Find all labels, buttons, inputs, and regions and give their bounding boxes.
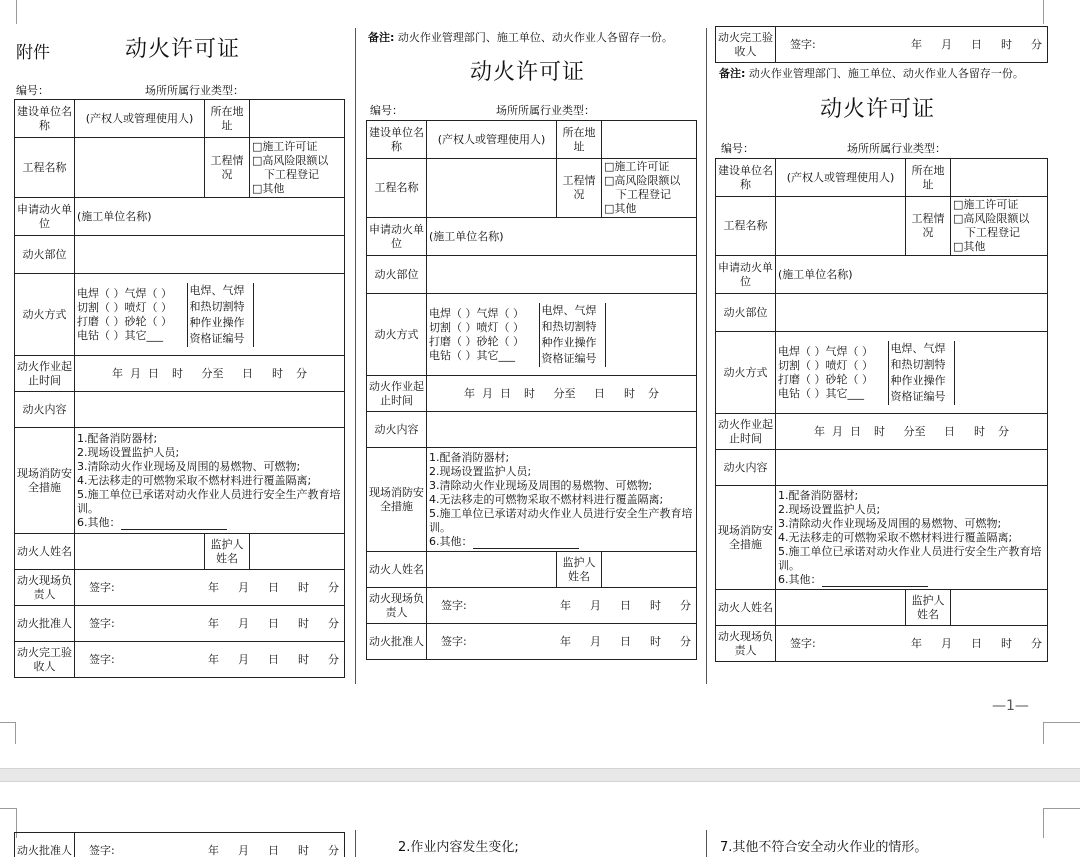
method-cutting[interactable]: 切割（ ）喷灯（ ） — [77, 300, 172, 314]
page2-col3-text: 7.其他不符合安全动火作业的情形。 — [720, 840, 928, 855]
period-field[interactable]: 年 月 日 时 分至 日 时 分 — [75, 356, 345, 392]
measure-6: 6.其他： — [778, 572, 822, 586]
guardian-field[interactable] — [250, 534, 345, 570]
document-page-2 — [0, 782, 1080, 857]
checkbox-construction-permit[interactable]: □施工许可证 — [252, 139, 318, 153]
column-divider-2 — [706, 830, 707, 857]
site-lead-sign[interactable]: 签字: 年 月 日 时 分 — [776, 626, 1048, 662]
column-divider-1 — [355, 830, 356, 857]
project-field[interactable] — [776, 197, 906, 256]
measures-list — [75, 428, 345, 534]
checkbox-construction-permit[interactable]: □施工许可证 — [604, 160, 670, 173]
measure-6: 6.其他： — [77, 515, 121, 529]
measure-6-blank[interactable] — [121, 529, 227, 530]
content-label: 动火内容 — [367, 412, 427, 448]
approver-sign[interactable]: 签字: 年 月 日 时 分 — [427, 624, 697, 660]
address-field[interactable] — [602, 121, 697, 159]
content-field[interactable] — [776, 450, 1048, 486]
checkbox-other[interactable]: □其他 — [953, 240, 986, 253]
checkbox-high-risk[interactable]: □高风险限额以 — [252, 153, 329, 167]
acceptor-label: 动火完工验收人 — [15, 642, 75, 678]
measures-list — [427, 448, 697, 552]
crop-mark-top-left — [0, 808, 16, 809]
measures-label: 现场消防安全措施 — [716, 486, 776, 590]
attachment-label: 附件 — [16, 43, 50, 63]
period-field[interactable]: 年 月 日 时 分至 日 时 分 — [427, 376, 697, 412]
measure-3: 3.清除动火作业现场及周围的易燃物、可燃物; — [429, 478, 653, 492]
crop-mark-top-right — [1043, 808, 1080, 809]
permit-column-3 — [707, 0, 1080, 720]
unit-label: 建设单位名称 — [15, 100, 75, 138]
acceptor-sign[interactable]: 签字: 年 月 日 时 分 — [776, 27, 1048, 63]
measure-4: 4.无法移走的可燃物采取不燃材料进行覆盖隔离; — [778, 530, 1013, 544]
permit-table-1 — [14, 99, 345, 678]
content-label: 动火内容 — [15, 392, 75, 428]
site-lead-label: 动火现场负责人 — [367, 588, 427, 624]
unit-label: 建设单位名称 — [367, 121, 427, 159]
applicant-hint[interactable]: (施工单位名称) — [75, 198, 345, 236]
method-drilling[interactable]: 电钻（ ）其它___ — [778, 386, 864, 400]
method-options[interactable] — [776, 341, 888, 405]
measure-6: 6.其他： — [429, 534, 473, 548]
approver-label: 动火批准人 — [367, 624, 427, 660]
checkbox-other[interactable]: □其他 — [604, 202, 637, 215]
crop-mark-bottom-left — [0, 722, 16, 744]
worker-field[interactable] — [776, 590, 906, 626]
cert-label: 电焊、气焊和热切割特种作业操作资格证编号 — [539, 303, 605, 367]
project-status-label: 工程情况 — [906, 197, 951, 256]
cert-label: 电焊、气焊和热切割特种作业操作资格证编号 — [187, 283, 253, 347]
approver-label: 动火批准人 — [15, 606, 75, 642]
project-status-label: 工程情况 — [557, 159, 602, 218]
industry-type-label: 场所所属行业类型： — [847, 142, 946, 155]
project-status-label: 工程情况 — [205, 138, 250, 198]
cert-field[interactable] — [954, 341, 1047, 405]
project-field[interactable] — [427, 159, 557, 218]
retention-note: 备注: 动火作业管理部门、施工单位、动火作业人各留存一份。 — [368, 31, 673, 44]
address-field[interactable] — [951, 159, 1048, 197]
method-welding[interactable]: 电焊（ ）气焊（ ） — [778, 344, 873, 358]
checkbox-high-risk[interactable]: □高风险限额以 — [604, 174, 681, 187]
permit-column-2 — [356, 0, 706, 700]
measure-1: 1.配备消防器材; — [778, 488, 859, 502]
period-label: 动火作业起止时间 — [367, 376, 427, 412]
measure-1: 1.配备消防器材; — [429, 450, 510, 464]
owner-hint: (产权人或管理使用人) — [776, 159, 906, 197]
project-label: 工程名称 — [367, 159, 427, 218]
permit-title: 动火许可证 — [125, 37, 241, 62]
measure-5: 5.施工单位已承诺对动火作业人员进行安全生产教育培训。 — [77, 487, 341, 515]
content-field[interactable] — [75, 392, 345, 428]
guardian-label: 监护人姓名 — [205, 534, 250, 570]
site-lead-label: 动火现场负责人 — [15, 570, 75, 606]
crop-mark-top-right-v — [1043, 808, 1044, 838]
measure-4: 4.无法移走的可燃物采取不燃材料进行覆盖隔离; — [429, 492, 664, 506]
checkbox-construction-permit[interactable]: □施工许可证 — [953, 198, 1019, 211]
applicant-label: 申请动火单位 — [15, 198, 75, 236]
serial-number-label: 编号： — [721, 142, 754, 155]
page2-col2-text: 2.作业内容发生变化; — [398, 840, 519, 855]
worker-field[interactable] — [75, 534, 205, 570]
checkbox-high-risk[interactable]: □高风险限额以 — [953, 212, 1030, 225]
method-grinding[interactable]: 打磨（ ）砂轮（ ） — [77, 314, 172, 328]
cert-label: 电焊、气焊和热切割特种作业操作资格证编号 — [888, 341, 954, 405]
measure-1: 1.配备消防器材; — [77, 431, 158, 445]
measures-label: 现场消防安全措施 — [15, 428, 75, 534]
method-drilling[interactable]: 电钻（ ）其它___ — [77, 328, 163, 342]
measure-2: 2.现场设置监护人员; — [429, 464, 532, 478]
checkbox-high-risk-cont: 下工程登记 — [965, 226, 1020, 239]
measure-2: 2.现场设置监护人员; — [778, 502, 881, 516]
applicant-label: 申请动火单位 — [716, 256, 776, 294]
address-label: 所在地址 — [557, 121, 602, 159]
period-label: 动火作业起止时间 — [716, 414, 776, 450]
measure-2: 2.现场设置监护人员; — [77, 445, 180, 459]
method-welding[interactable]: 电焊（ ）气焊（ ） — [429, 306, 524, 320]
measure-3: 3.清除动火作业现场及周围的易燃物、可燃物; — [77, 459, 301, 473]
cert-field[interactable] — [253, 283, 344, 347]
owner-hint: (产权人或管理使用人) — [75, 100, 205, 138]
industry-type-label: 场所所属行业类型： — [496, 104, 595, 117]
guardian-label: 监护人姓名 — [906, 590, 951, 626]
address-label: 所在地址 — [906, 159, 951, 197]
address-label: 所在地址 — [205, 100, 250, 138]
method-label: 动火方式 — [716, 332, 776, 414]
period-field[interactable]: 年 月 日 时 分至 日 时 分 — [776, 414, 1048, 450]
worker-label: 动火人姓名 — [367, 552, 427, 588]
location-field[interactable] — [75, 236, 345, 274]
applicant-hint[interactable]: (施工单位名称) — [776, 256, 1048, 294]
project-field[interactable] — [75, 138, 205, 198]
method-cutting[interactable]: 切割（ ）喷灯（ ） — [778, 358, 873, 372]
page-gap — [0, 768, 1080, 782]
guardian-field[interactable] — [602, 552, 697, 588]
checkbox-high-risk-cont: 下工程登记 — [616, 188, 671, 201]
measure-3: 3.清除动火作业现场及周围的易燃物、可燃物; — [778, 516, 1002, 530]
location-label: 动火部位 — [367, 256, 427, 294]
content-label: 动火内容 — [716, 450, 776, 486]
location-label: 动火部位 — [716, 294, 776, 332]
site-lead-sign[interactable]: 签字: 年 月 日 时 分 — [75, 570, 345, 606]
worker-field[interactable] — [427, 552, 557, 588]
project-label: 工程名称 — [15, 138, 75, 198]
approver-sign[interactable]: 签字: 年 月 日 时 分 — [75, 606, 345, 642]
method-options[interactable] — [427, 303, 539, 367]
content-field[interactable] — [427, 412, 697, 448]
owner-hint: (产权人或管理使用人) — [427, 121, 557, 159]
project-label: 工程名称 — [716, 197, 776, 256]
method-options[interactable] — [75, 283, 187, 347]
crop-mark-bottom-right — [1043, 722, 1080, 744]
permit-table-2 — [366, 120, 697, 660]
serial-number-label: 编号： — [16, 84, 49, 97]
location-field[interactable] — [776, 294, 1048, 332]
measure-5: 5.施工单位已承诺对动火作业人员进行安全生产教育培训。 — [429, 506, 693, 534]
acceptor-label: 动火完工验收人 — [716, 27, 776, 63]
approver-label: 动火批准人 — [15, 833, 75, 857]
measure-6-blank[interactable] — [473, 548, 579, 549]
method-grinding[interactable]: 打磨（ ）砂轮（ ） — [778, 372, 873, 386]
acceptor-sign[interactable]: 签字: 年 月 日 时 分 — [75, 642, 345, 678]
unit-label: 建设单位名称 — [716, 159, 776, 197]
project-status-options[interactable] — [602, 159, 697, 218]
cert-field[interactable] — [605, 303, 696, 367]
guardian-label: 监护人姓名 — [557, 552, 602, 588]
page-number: —1— — [992, 698, 1029, 714]
retention-note: 备注: 动火作业管理部门、施工单位、动火作业人各留存一份。 — [719, 67, 1024, 80]
permit-title: 动火许可证 — [470, 60, 586, 85]
applicant-label: 申请动火单位 — [367, 218, 427, 256]
method-drilling[interactable]: 电钻（ ）其它___ — [429, 348, 515, 362]
location-field[interactable] — [427, 256, 697, 294]
measure-5: 5.施工单位已承诺对动火作业人员进行安全生产教育培训。 — [778, 544, 1042, 572]
serial-number-label: 编号： — [370, 104, 403, 117]
measure-6-blank[interactable] — [822, 586, 928, 587]
site-lead-sign[interactable]: 签字: 年 月 日 时 分 — [427, 588, 697, 624]
approver-sign[interactable]: 签字: 年 月 日 时 分 — [75, 833, 345, 857]
permit-title: 动火许可证 — [820, 97, 936, 122]
applicant-hint[interactable]: (施工单位名称) — [427, 218, 697, 256]
method-label: 动火方式 — [15, 274, 75, 356]
method-label: 动火方式 — [367, 294, 427, 376]
guardian-field[interactable] — [951, 590, 1048, 626]
measures-list — [776, 486, 1048, 590]
project-status-options[interactable] — [250, 138, 345, 198]
period-label: 动火作业起止时间 — [15, 356, 75, 392]
site-lead-label: 动火现场负责人 — [716, 626, 776, 662]
worker-label: 动火人姓名 — [15, 534, 75, 570]
permit-table-3 — [715, 158, 1048, 662]
project-status-options[interactable] — [951, 197, 1048, 256]
measure-4: 4.无法移走的可燃物采取不燃材料进行覆盖隔离; — [77, 473, 312, 487]
method-welding[interactable]: 电焊（ ）气焊（ ） — [77, 286, 172, 300]
location-label: 动火部位 — [15, 236, 75, 274]
worker-label: 动火人姓名 — [716, 590, 776, 626]
industry-type-label: 场所所属行业类型： — [145, 84, 244, 97]
checkbox-high-risk-cont: 下工程登记 — [264, 167, 319, 181]
permit-column-1 — [0, 0, 355, 700]
measures-label: 现场消防安全措施 — [367, 448, 427, 552]
method-cutting[interactable]: 切割（ ）喷灯（ ） — [429, 320, 524, 334]
checkbox-other[interactable]: □其他 — [252, 181, 285, 195]
acceptor-carryover-table — [715, 26, 1048, 63]
method-grinding[interactable]: 打磨（ ）砂轮（ ） — [429, 334, 524, 348]
address-field[interactable] — [250, 100, 345, 138]
approver-carryover-table — [14, 832, 345, 857]
